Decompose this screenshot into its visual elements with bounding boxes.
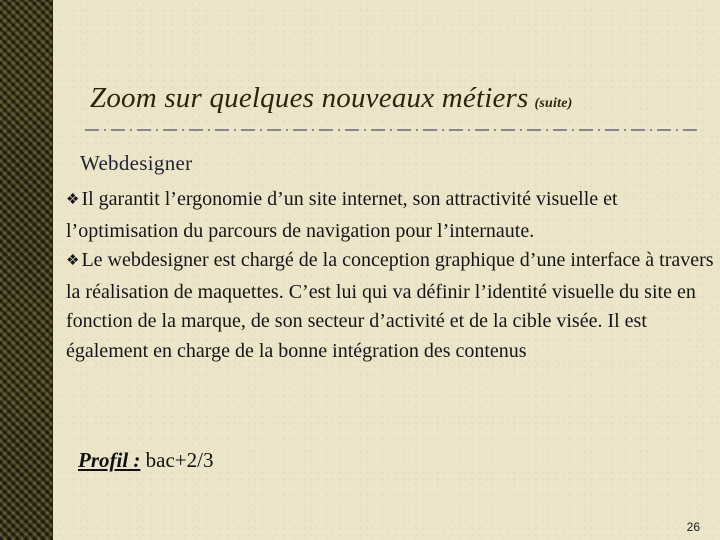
diamond-clover-bullet-icon: ❖ xyxy=(66,192,80,208)
slide-title-suffix: (suite) xyxy=(534,96,573,111)
page-number: 26 xyxy=(686,520,700,534)
profile-label: Profil : xyxy=(78,448,141,472)
paragraph-text-2: Le webdesigner est chargé de la conception graphique d’une interface à travers la réalisation de maquettes. C’est lui qui va définir l’identité visuelle du site en fonction de la marque, de son secteur d’activité et de la cible visée. Il est également en charge de la bonne intégration des contenus xyxy=(66,249,714,362)
profile-value: bac+2/3 xyxy=(145,448,214,472)
diamond-clover-bullet-icon: ❖ xyxy=(66,253,80,269)
slide-title xyxy=(90,82,710,115)
slide-body xyxy=(66,185,716,366)
bullet-paragraph-1 xyxy=(66,185,716,246)
section-heading: Webdesigner xyxy=(80,151,193,175)
dashed-divider xyxy=(85,124,697,136)
slide-title-text: Zoom sur quelques nouveaux métiers xyxy=(90,82,529,114)
paragraph-text-1: Il garantit l’ergonomie d’un site internet, son attractivité visuelle et l’optimisation du parcours de navigation pour l’internaute. xyxy=(66,188,618,242)
bullet-paragraph-2 xyxy=(66,246,716,366)
decorative-left-strip xyxy=(0,0,53,540)
profile-line xyxy=(78,448,213,473)
